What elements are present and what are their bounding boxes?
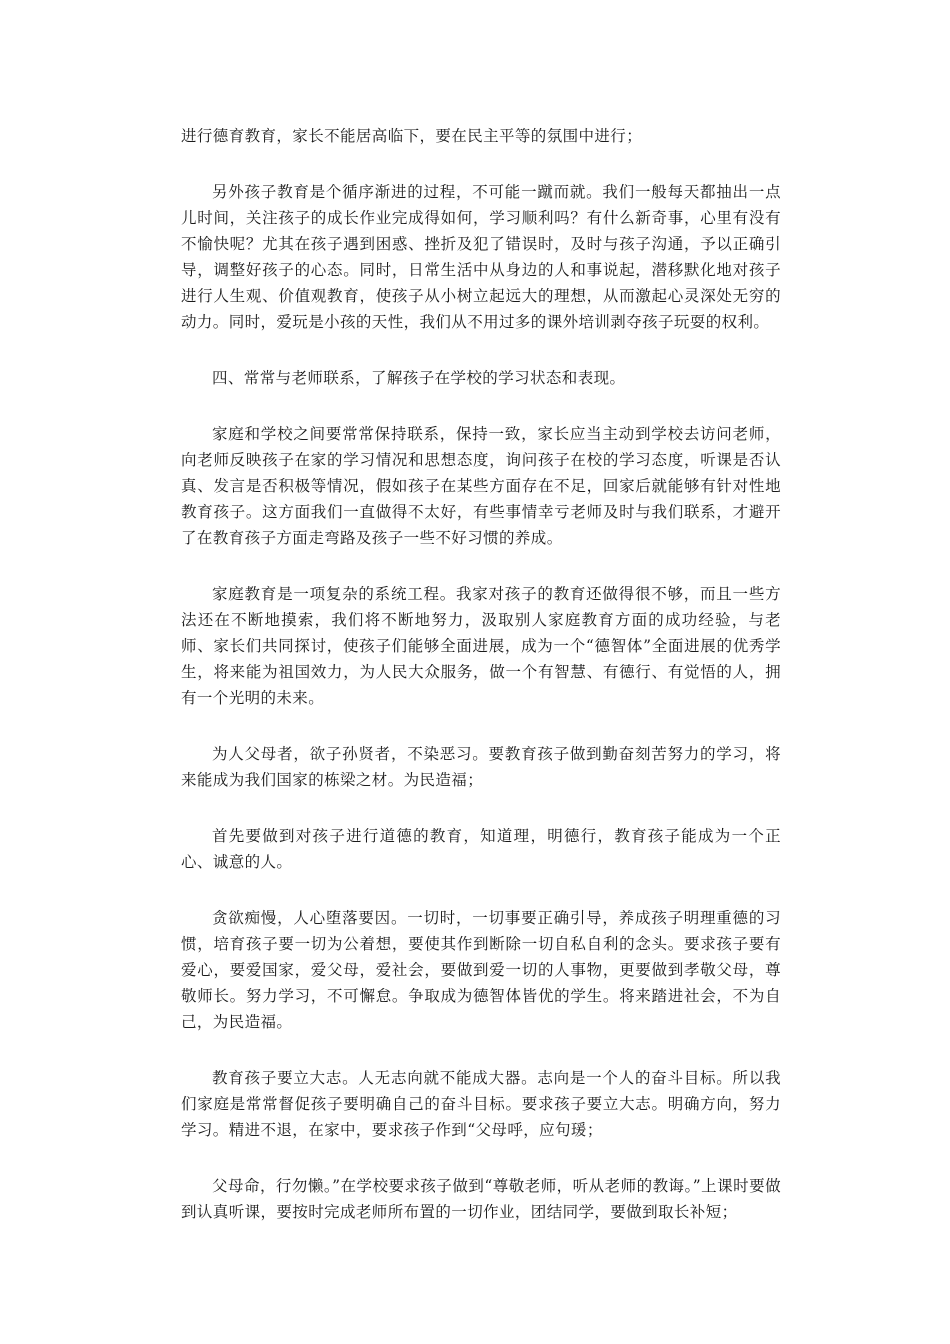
paragraph-moral-first: 首先要做到对孩子进行道德的教育，知道理，明德行，教育孩子能成为一个正心、诚意的人。 — [181, 827, 781, 871]
paragraph-guidance: 贪欲痴慢，人心堕落要因。一切时，一切事要正确引导，养成孩子明理重德的习惯，培育孩子要一切为公着想，要使其作到断除一切自私自利的念头。要求孩子要有爱心，要爱国家，爱父母，爱社会，要做到爱一切的人事物，更要做到孝敬父母，尊敬师长。努力学习，不可懈怠。争取成为德智体皆优的学生。将来踏进社会，不为自己，为民造福。 — [181, 909, 781, 1031]
paragraph-home-school-contact: 家庭和学校之间要常常保持联系，保持一致，家长应当主动到学校去访问老师，向老师反映孩子在家的学习情况和思想态度，询问孩子在校的学习态度，听课是否认真、发言是否积极等情况，假如孩子在某些方面存在不足，回家后就能够有针对性地教育孩子。这方面我们一直做得不太好，有些事情幸亏老师及时与我们联系，才避开了在教育孩子方面走弯路及孩子一些不好习惯的养成。 — [181, 425, 781, 547]
paragraph-school-behavior: 父母命，行勿懒。”在学校要求孩子做到“尊敬老师，听从老师的教诲。”上课时要做到认真听课，要按时完成老师所布置的一切作业，团结同学，要做到取长补短； — [181, 1177, 781, 1221]
paragraph-ambition: 教育孩子要立大志。人无志向就不能成大器。志向是一个人的奋斗目标。所以我们家庭是常常督促孩子要明确自己的奋斗目标。要求孩子要立大志。明确方向，努力学习。精进不退，在家中，要求孩子作到“父母呼，应句瑗； — [181, 1069, 781, 1139]
paragraph-parents-role: 为人父母者，欲子孙贤者，不染恶习。要教育孩子做到勤奋刻苦努力的学习，将来能成为我们国家的栋梁之材。为民造福； — [181, 745, 781, 789]
paragraph-family-education: 家庭教育是一项复杂的系统工程。我家对孩子的教育还做得很不够，而且一些方法还在不断地摸索，我们将不断地努力，汲取别人家庭教育方面的成功经验，与老师、家长们共同探讨，使孩子们能够全面进展，成为一个“德智体”全面进展的优秀学生，将来能为祖国效力，为人民大众服务，做一个有智慧、有德行、有觉悟的人，拥有一个光明的未来。 — [181, 585, 781, 707]
document-body — [181, 123, 781, 1255]
paragraph-moral-education-continued: 进行德育教育，家长不能居高临下，要在民主平等的氛围中进行； — [181, 127, 643, 145]
section-heading-teacher-contact: 四、常常与老师联系，了解孩子在学校的学习状态和表现。 — [212, 369, 626, 387]
paragraph-gradual-education: 另外孩子教育是个循序渐进的过程，不可能一蹴而就。我们一般每天都抽出一点儿时间，关注孩子的成长作业完成得如何，学习顺利吗？有什么新奇事，心里有没有不愉快呢？尤其在孩子遇到困惑、挫折及犯了错误时，及时与孩子沟通，予以正确引导，调整好孩子的心态。同时，日常生活中从身边的人和事说起，潜移默化地对孩子进行人生观、价值观教育，使孩子从小树立起远大的理想，从而激起心灵深处无穷的动力。同时，爱玩是小孩的天性，我们从不用过多的课外培训剥夺孩子玩耍的权利。 — [181, 183, 781, 331]
